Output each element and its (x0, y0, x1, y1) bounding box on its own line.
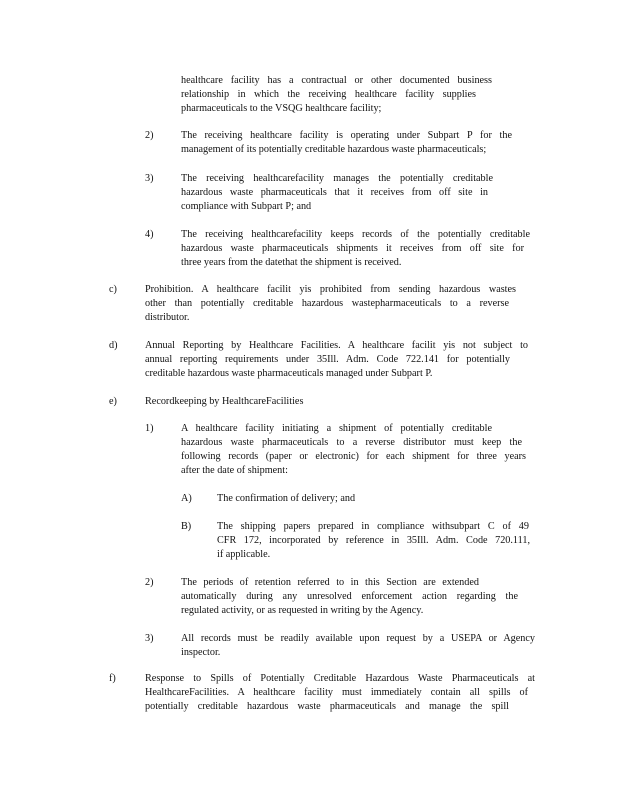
text-line: hazardous waste pharmaceuticals shipments it receives from off site for (181, 243, 524, 254)
paragraph-d-annual-reporting (145, 339, 528, 381)
section-label: c) (109, 284, 117, 295)
paragraph-2 (181, 129, 526, 157)
paragraph-e1-b (217, 520, 529, 562)
text-line: HealthcareFacilities. A healthcare facility must immediately contain all spills of (145, 687, 528, 698)
paragraph-3 (181, 172, 493, 214)
paragraph-e2 (181, 576, 518, 618)
text-line: The confirmation of delivery; and (217, 493, 356, 504)
text-line: The receiving healthcarefacility manages the potentially creditable (181, 173, 493, 184)
text-line: Response to Spills of Potentially Creditable Hazardous Waste Pharmaceuticals at (145, 673, 535, 684)
section-label: f) (109, 673, 116, 684)
paragraph-f-spills (145, 672, 535, 714)
item-label: 3) (145, 633, 154, 644)
text-line: healthcare facility has a contractual or other documented business (181, 75, 492, 86)
text-line: inspector. (181, 647, 221, 658)
text-line: following records (paper or electronic) for each shipment for three years (181, 451, 526, 462)
text-line: CFR 172, incorporated by reference in 35Ill. Adm. Code 720.111, (217, 535, 530, 546)
text-line: regulated activity, or as requested in writing by the Agency. (181, 605, 424, 616)
paragraph-c-prohibition (145, 283, 516, 325)
text-line: hazardous waste pharmaceuticals that it receives from off site in (181, 187, 488, 198)
text-line: other than potentially creditable hazardous wastepharmaceuticals to a reverse (145, 298, 509, 309)
section-label: d) (109, 340, 118, 351)
text-line: The shipping papers prepared in compliance withsubpart C of 49 (217, 521, 529, 532)
item-label: 2) (145, 577, 154, 588)
text-line: Recordkeeping by HealthcareFacilities (145, 396, 304, 407)
text-line: The periods of retention referred to in this Section are extended (181, 577, 479, 588)
item-label: 1) (145, 423, 154, 434)
item-label: 2) (145, 130, 154, 141)
text-line: A healthcare facility initiating a shipment of potentially creditable (181, 423, 492, 434)
text-line: compliance with Subpart P; and (181, 201, 312, 212)
paragraph-e1 (181, 422, 526, 478)
paragraph-e3 (181, 632, 535, 660)
text-line: if applicable. (217, 549, 271, 560)
text-line: after the date of shipment: (181, 465, 288, 476)
paragraph-4 (181, 228, 530, 270)
text-line: three years from the datethat the shipment is received. (181, 257, 402, 268)
section-label: e) (109, 396, 117, 407)
text-line: Prohibition. A healthcare facilit yis prohibited from sending hazardous wastes (145, 284, 516, 295)
text-line: All records must be readily available upon request by a USEPA or Agency (181, 633, 535, 644)
heading-e-recordkeeping (145, 395, 335, 409)
text-line: creditable hazardous waste pharmaceuticals managed under Subpart P. (145, 368, 433, 379)
text-line: pharmaceuticals to the VSQG healthcare facility; (181, 103, 382, 114)
item-label: B) (181, 521, 192, 532)
text-line: relationship in which the receiving healthcare facility supplies (181, 89, 476, 100)
item-label: A) (181, 493, 192, 504)
text-line: The receiving healthcare facility is operating under Subpart P for the (181, 130, 512, 141)
paragraph-e1-a (217, 492, 380, 506)
text-line: hazardous waste pharmaceuticals to a reverse distributor must keep the (181, 437, 522, 448)
item-label: 4) (145, 229, 154, 240)
text-line: annual reporting requirements under 35Ill. Adm. Code 722.141 for potentially (145, 354, 510, 365)
paragraph-1-continuation (181, 74, 492, 116)
text-line: management of its potentially creditable hazardous waste pharmaceuticals; (181, 144, 487, 155)
text-line: potentially creditable hazardous waste pharmaceuticals and manage the spill (145, 701, 509, 712)
text-line: distributor. (145, 312, 190, 323)
text-line: automatically during any unresolved enforcement action regarding the (181, 591, 518, 602)
item-label: 3) (145, 173, 154, 184)
text-line: Annual Reporting by Healthcare Facilities. A healthcare facilit yis not subject to (145, 340, 528, 351)
text-line: The receiving healthcarefacility keeps records of the potentially creditable (181, 229, 530, 240)
